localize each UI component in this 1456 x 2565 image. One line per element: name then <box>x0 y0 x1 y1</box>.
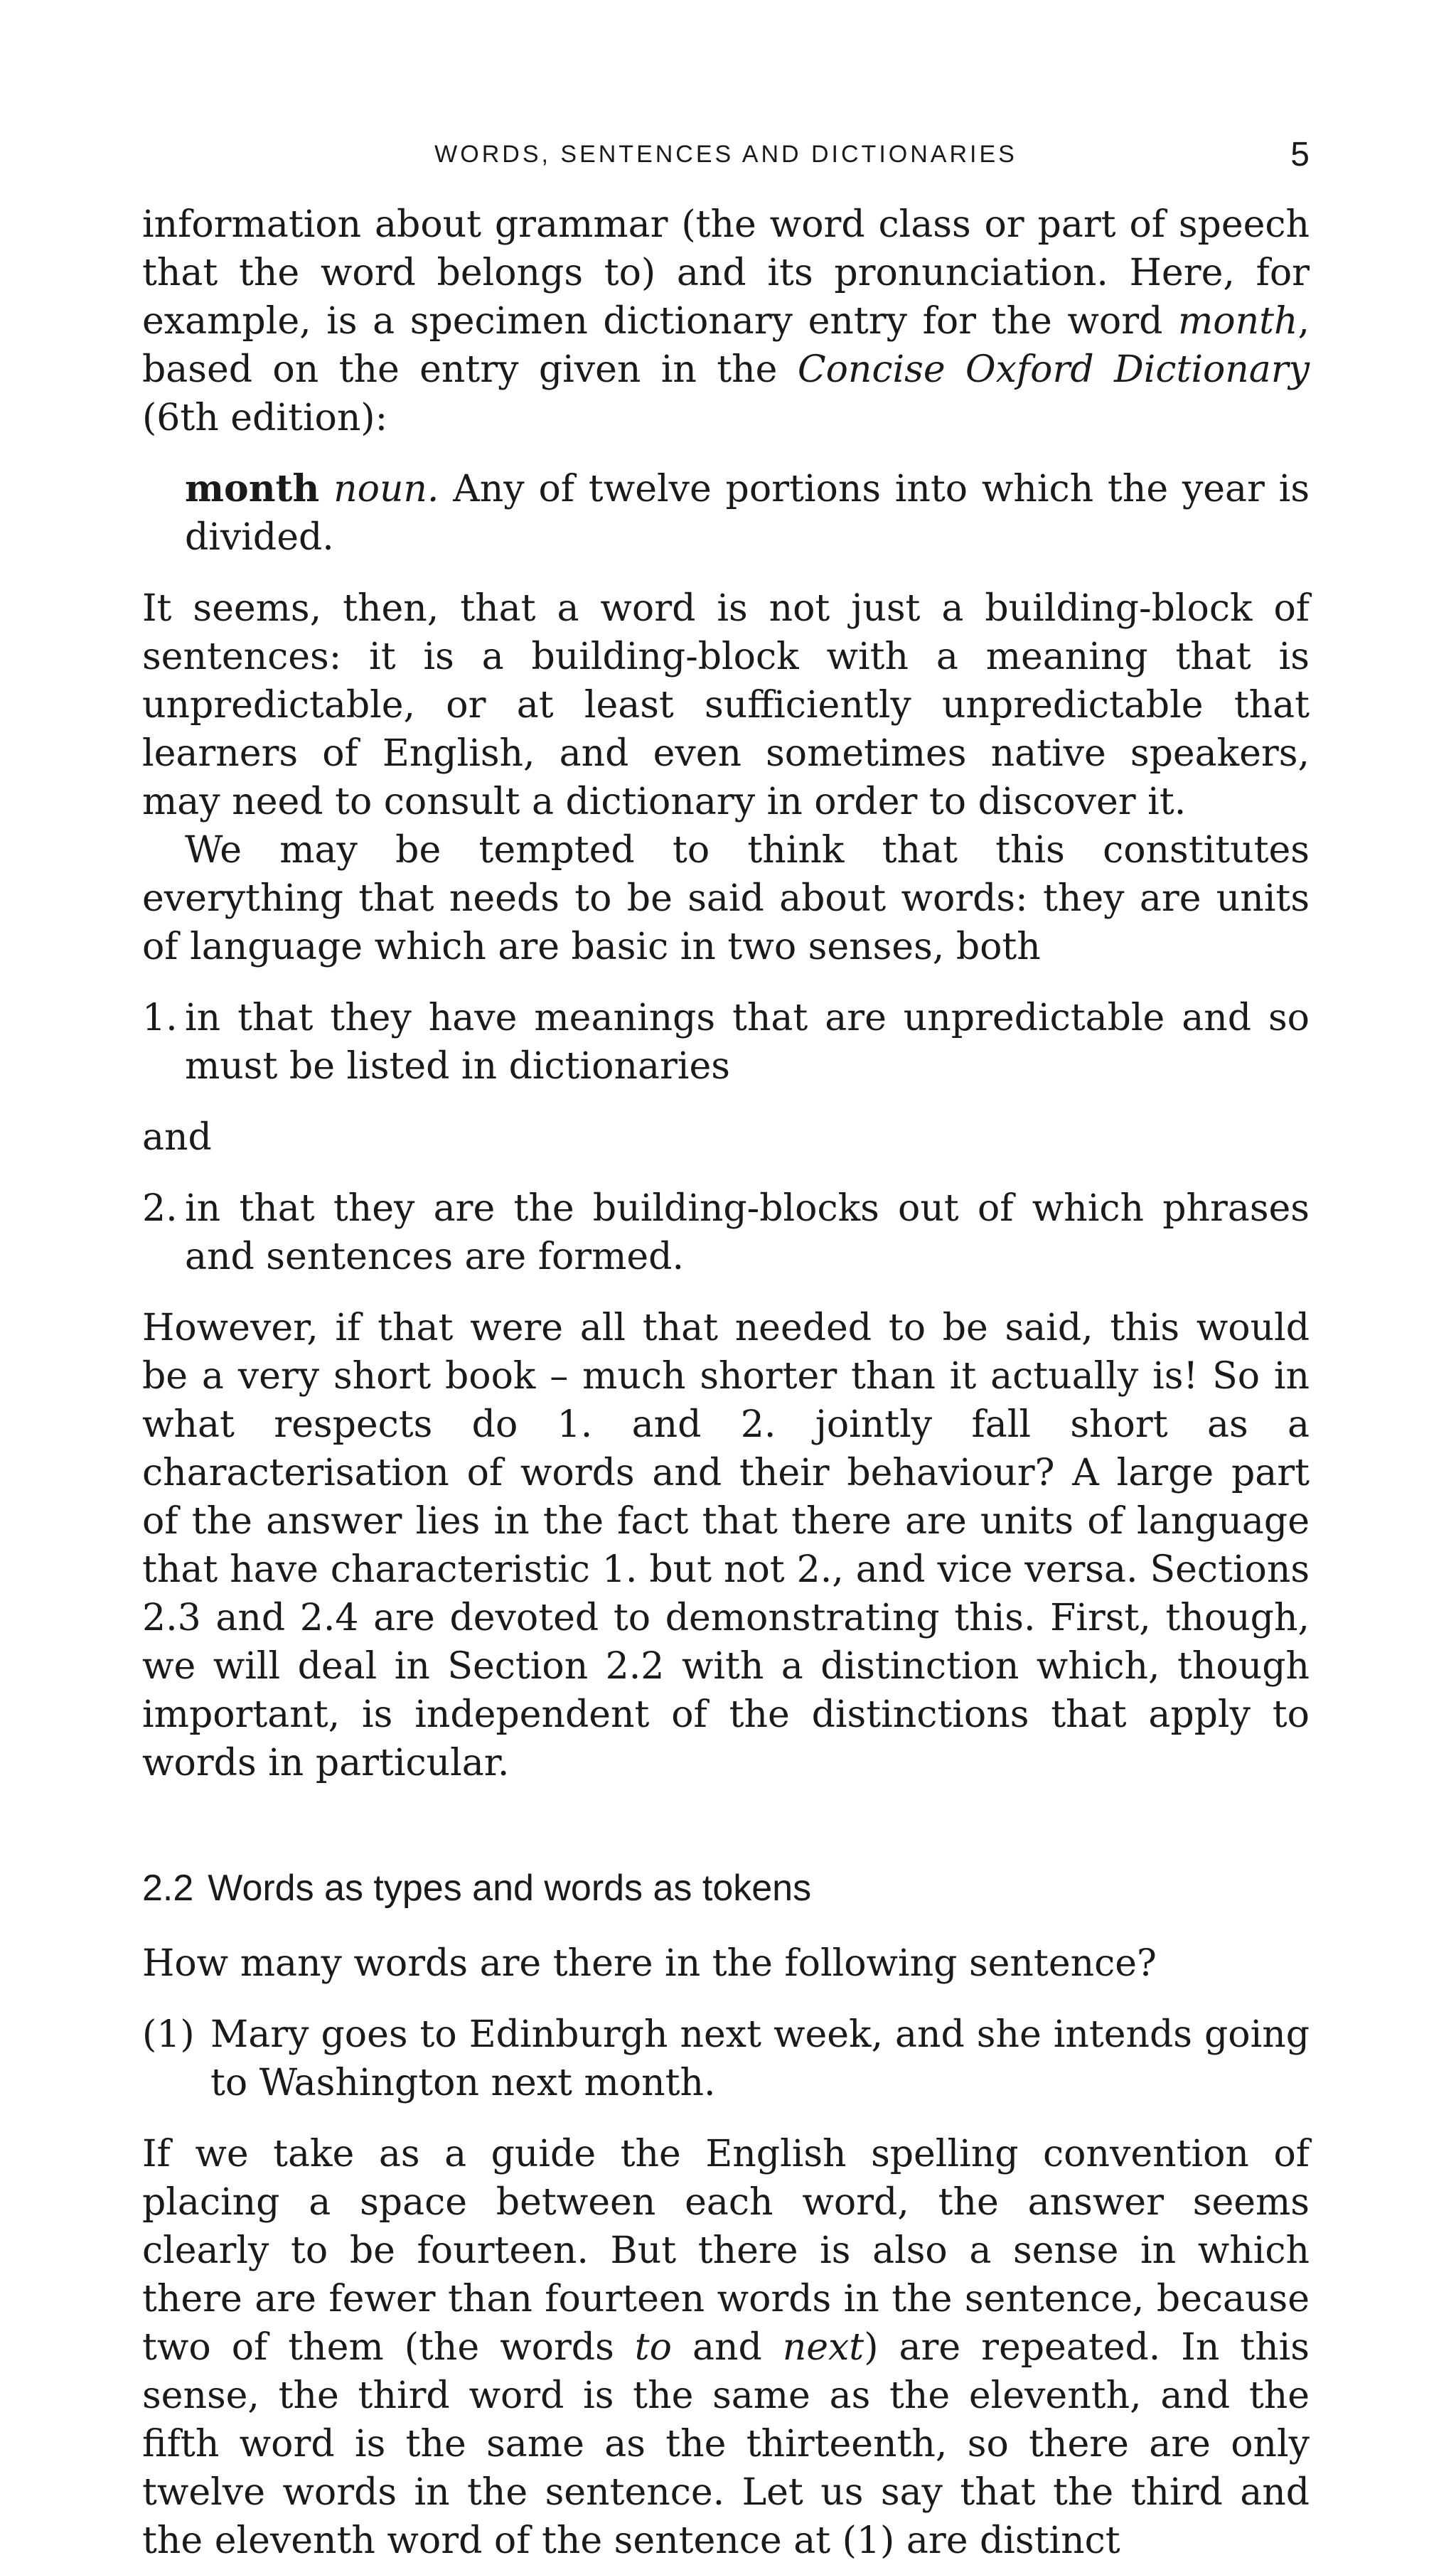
list-item-1 <box>142 994 1310 1091</box>
body-text <box>142 200 1310 2565</box>
section-title: Words as types and words as tokens <box>208 1868 812 1909</box>
page-number: 5 <box>1290 136 1310 173</box>
dictionary-title-italic: Concise Oxford Dictionary <box>797 348 1310 391</box>
entry-headword: month <box>185 467 320 510</box>
word-to-italic: to <box>634 2326 672 2369</box>
paragraph-1 <box>142 200 1310 442</box>
paragraph-6-text-b: and <box>671 2326 783 2369</box>
example-1 <box>142 2010 1310 2107</box>
paragraph-1-text-c: (6th edition): <box>142 397 388 439</box>
list-item-1-text: in that they have meanings that are unpredictable and so must be listed in dictionaries <box>185 997 1310 1088</box>
example-1-number: (1) <box>142 2013 195 2056</box>
entry-definition: Any of twelve portions into which the year is divided. <box>185 468 1310 559</box>
paragraph-1-text-b: , based on the entry given in the <box>142 300 1310 391</box>
example-1-text: Mary goes to Edinburgh next week, and she intends going to Washington next month. <box>210 2013 1310 2104</box>
list-item-1-number: 1. <box>142 997 178 1039</box>
conjunction-and: and <box>142 1116 212 1159</box>
list-item-2 <box>142 1184 1310 1281</box>
page-header <box>142 135 1310 178</box>
section-heading <box>142 1864 1310 1912</box>
entry-part-of-speech: noun. <box>333 468 439 510</box>
running-head: WORDS, SENTENCES AND DICTIONARIES <box>434 141 1017 168</box>
paragraph-5: How many words are there in the following sentence? <box>142 1942 1157 1985</box>
paragraph-4: However, if that were all that needed to be said, this would be a very short book – much shorter than it actually is! So in what respects do 1. and 2. jointly fall short as a characterisation of words and their behaviour? A large part of the answer lies in the fact that there are units of language that have characteristic 1. but not 2., and vice versa. Sections 2.3 and 2.4 are devoted to demonstrating this. First, though, we will deal in Section 2.2 with a distinction which, though important, is independent of the distinctions that apply to words in particular. <box>142 1307 1310 1784</box>
list-item-2-number: 2. <box>142 1187 178 1230</box>
list-item-2-text: in that they are the building-blocks out of which phrases and sentences are formed. <box>185 1187 1310 1278</box>
paragraph-3: We may be tempted to think that this constitutes everything that needs to be said about words: they are units of language which are basic in two senses, both <box>142 829 1310 968</box>
word-month-italic: month <box>1177 300 1298 343</box>
paragraph-6-text-a: If we take as a guide the English spelling convention of placing a space between each word, the answer seems clearly to be fourteen. But there is also a sense in which there are fewer than fourteen words in the sentence, because two of them (the words <box>142 2133 1310 2369</box>
section-number: 2.2 <box>142 1868 194 1909</box>
paragraph-6-text-c: ) are repeated. In this sense, the third word is the same as the eleventh, and the fifth word is the same as the thirteenth, so there are only twelve words in the sentence. Let us say that the third and the eleventh word of the sentence at (1) are distinct <box>142 2326 1310 2562</box>
dictionary-entry <box>185 465 1310 562</box>
paragraph-2: It seems, then, that a word is not just a building-block of sentences: it is a building-block with a meaning that is unpredictable, or at least sufficiently unpredictable that learners of English, and even sometimes native speakers, may need to consult a dictionary in order to discover it. <box>142 587 1310 823</box>
paragraph-6 <box>142 2130 1310 2565</box>
word-next-italic: next <box>782 2326 864 2369</box>
paragraph-1-text-a: information about grammar (the word class or part of speech that the word belongs to) and its pronunciation. Here, for example, is a specimen dictionary entry for the word <box>142 203 1310 343</box>
